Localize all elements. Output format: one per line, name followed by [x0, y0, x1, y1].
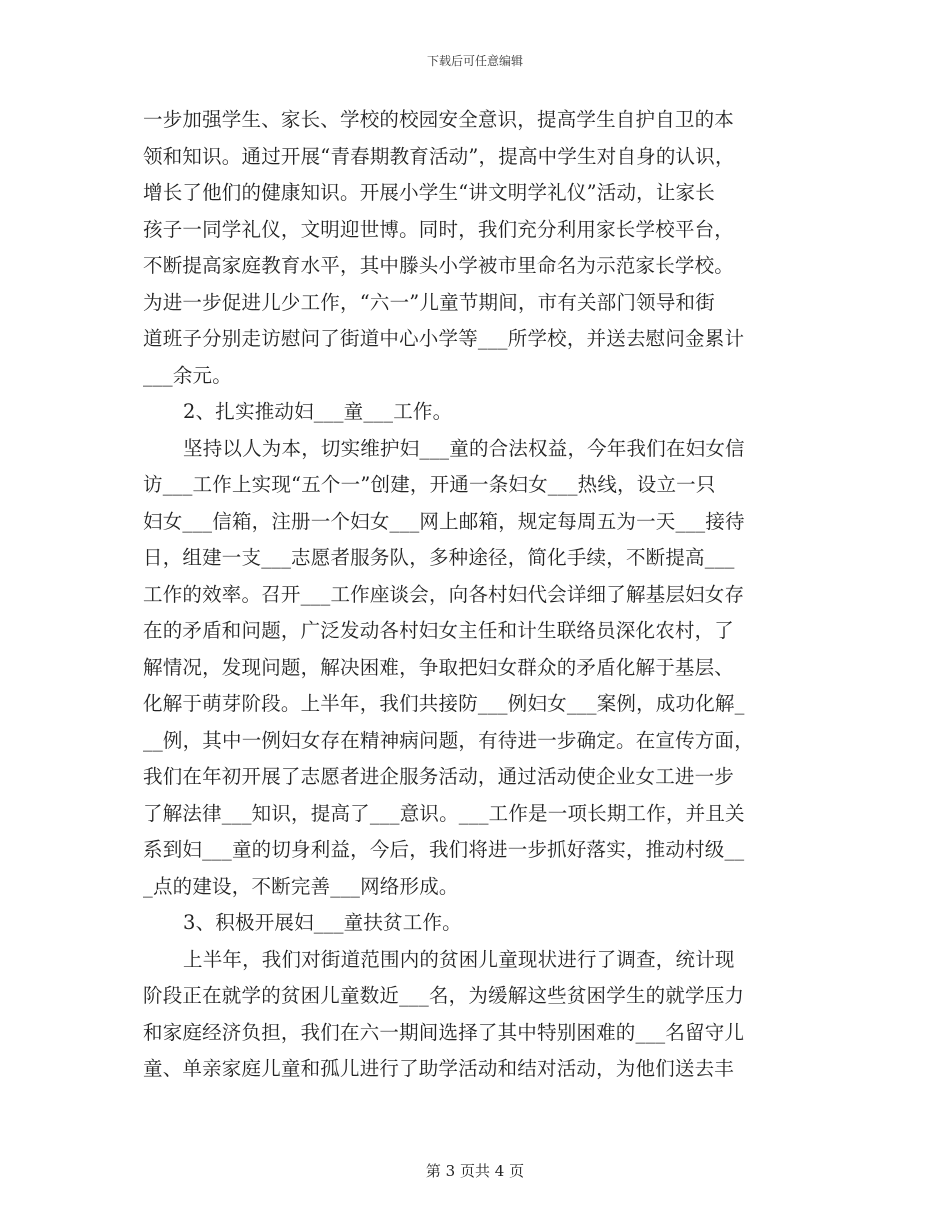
document-body	[143, 102, 807, 1088]
page-header-note: 下载后可任意编辑	[426, 54, 523, 68]
body-line: 化解于萌芽阶段。上半年，我们共接防___例妇女___案例，成功化解_	[143, 692, 745, 715]
body-line: 一步加强学生、家长、学校的校园安全意识，提高学生自护自卫的本	[143, 108, 735, 131]
body-line: 了解法律___知识，提高了___意识。___工作是一项长期工作，并且关	[143, 801, 745, 825]
body-line: 妇女___信箱，注册一个妇女___网上邮箱，规定每周五为一天___接待	[143, 509, 745, 533]
body-line: 孩子一同学礼仪，文明迎世博。同时，我们充分利用家长学校平台，	[143, 217, 735, 241]
body-line: 上半年，我们对街道范围内的贫困儿童现状进行了调查，统计现	[183, 947, 735, 971]
body-line: 解情况，发现问题，解决困难，争取把妇女群众的矛盾化解于基层、	[143, 655, 735, 679]
body-line: __例，其中一例妇女存在精神病问题，有待进一步确定。在宣传方面，	[143, 728, 754, 752]
section-heading-3: 3、积极开展妇___童扶贫工作。	[183, 911, 462, 934]
body-line: 和家庭经济负担，我们在六一期间选择了其中特别困难的___名留守儿	[143, 1020, 745, 1044]
body-line: 为进一步促进儿少工作，“六一”儿童节期间，市有关部门领导和街	[143, 290, 715, 314]
body-line: 日，组建一支___志愿者服务队，多种途径，简化手续，不断提高___	[143, 546, 735, 569]
body-line: 童、单亲家庭儿童和孤儿进行了助学活动和结对活动，为他们送去丰	[143, 1057, 735, 1080]
body-line: 道班子分别走访慰问了街道中心小学等___所学校，并送去慰问金累计	[143, 327, 745, 350]
section-heading-2: 2、扎实推动妇___童___工作。	[183, 400, 453, 423]
body-line: 访___工作上实现“五个一”创建，开通一条妇女___热线，设立一只	[143, 473, 716, 496]
body-line: 我们在年初开展了志愿者进企服务活动，通过活动使企业女工进一步	[143, 765, 735, 788]
body-line: 增长了他们的健康知识。开展小学生“讲文明学礼仪”活动，让家长	[143, 181, 715, 204]
body-line: ___余元。	[143, 363, 232, 387]
body-line: 领和知识。通过开展“青春期教育活动”，提高中学生对自身的认识，	[143, 144, 735, 168]
body-line: _点的建设，不断完善___网络形成。	[143, 874, 459, 898]
body-line: 在的矛盾和问题，广泛发动各村妇女主任和计生联络员深化农村，了	[143, 619, 735, 642]
body-line: 阶段正在就学的贫困儿童数近___名，为缓解这些贫困学生的就学压力	[143, 984, 745, 1007]
page-number-footer: 第 3 页共 4 页	[425, 1162, 525, 1180]
body-line: 不断提高家庭教育水平，其中滕头小学被市里命名为示范家长学校。	[143, 254, 735, 277]
body-line: 系到妇___童的切身利益，今后，我们将进一步抓好落实，推动村级__	[143, 838, 745, 861]
body-line: 坚持以人为本，切实维护妇___童的合法权益，今年我们在妇女信	[183, 436, 745, 460]
body-line: 工作的效率。召开___工作座谈会，向各村妇代会详细了解基层妇女存	[143, 582, 745, 606]
